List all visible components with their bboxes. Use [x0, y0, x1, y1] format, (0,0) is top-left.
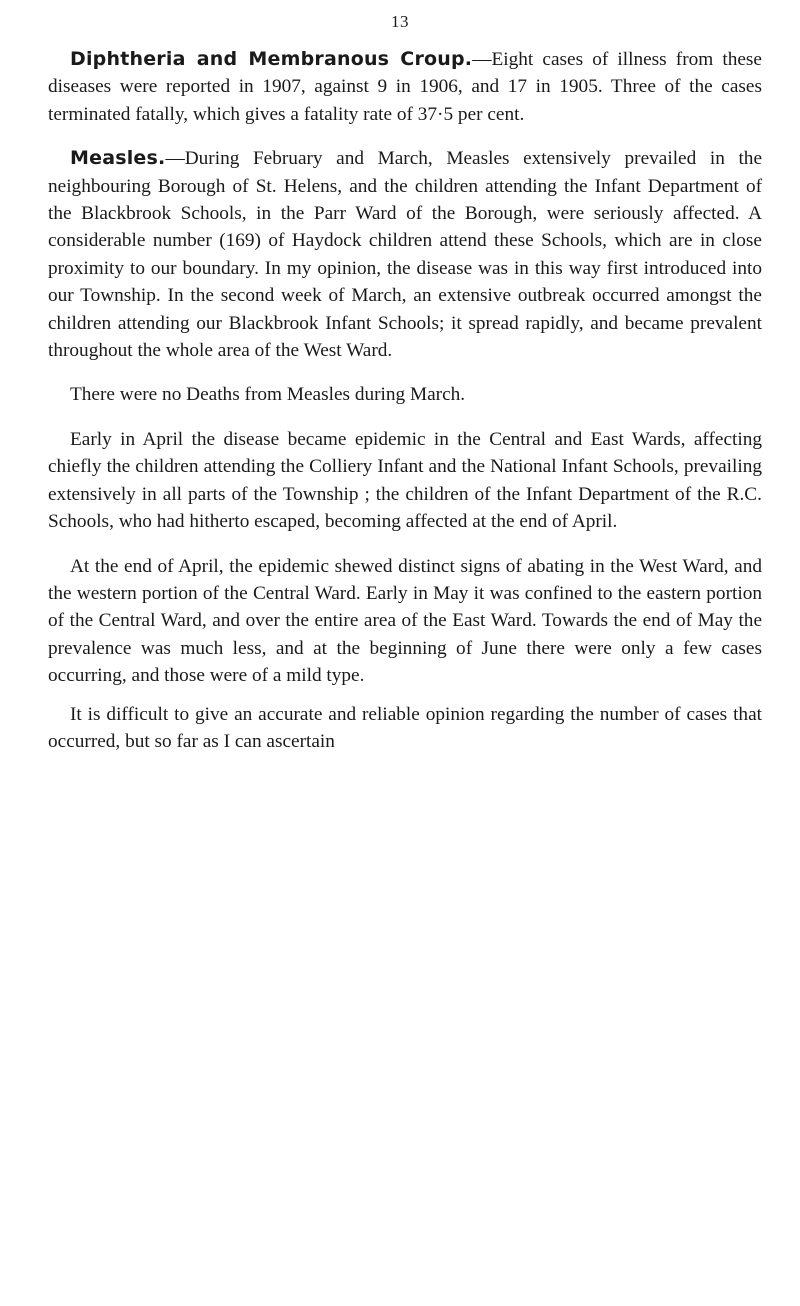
paragraph-april-epidemic: Early in April the disease became epidemic in the Central and East Wards, affecting chiefly the children attending the Colliery Infant and the National Infant Schools, prevailing extensively in all parts of the Township ; the children of the Infant Department of the R.C. Schools, who had hitherto escaped, becoming affected at the end of April. — [48, 428, 762, 533]
measles-heading: Measles. — [70, 147, 166, 170]
diphtheria-paragraph — [48, 46, 762, 128]
paragraph-no-deaths: There were no Deaths from Measles during March. — [70, 384, 466, 406]
diphtheria-text: —Eight cases of illness from these diseases were reported in 1907, against 9 in 1906, and 17 in 1905. Three of the cases terminated fatally, which gives a fatality rate of 37·5 per cent. — [48, 49, 762, 125]
page-body — [48, 46, 762, 755]
paragraph-number-of-cases: It is difficult to give an accurate and reliable opinion regarding the number of cases that occurred, but so far as I can ascertain — [48, 703, 762, 752]
measles-paragraph — [48, 145, 762, 364]
measles-text: —During February and March, Measles extensively prevailed in the neighbouring Borough of St. Helens, and the children attending the Infant Department of the Blackbrook Schools, in the Parr Ward of the Borough, were seriously affected. A considerable number (169) of Haydock children attend these Schools, which are in close proximity to our boundary. In my opinion, the disease was in this way first introduced into our Township. In the second week of March, an extensive outbreak occurred amongst the children attending our Blackbrook Infant Schools; it spread rapidly, and became prevalent throughout the whole area of the West Ward. — [48, 148, 762, 362]
page-number: 13 — [391, 12, 409, 31]
paragraph-abating: At the end of April, the epidemic shewed distinct signs of abating in the West Ward, and the western portion of the Central Ward. Early in May it was confined to the eastern portion of the Central Ward, and over the entire area of the East Ward. Towards the end of May the prevalence was much less, and at the beginning of June there were only a few cases occurring, and those were of a mild type. — [48, 555, 762, 687]
diphtheria-heading: Diphtheria and Membranous Croup. — [70, 48, 473, 70]
